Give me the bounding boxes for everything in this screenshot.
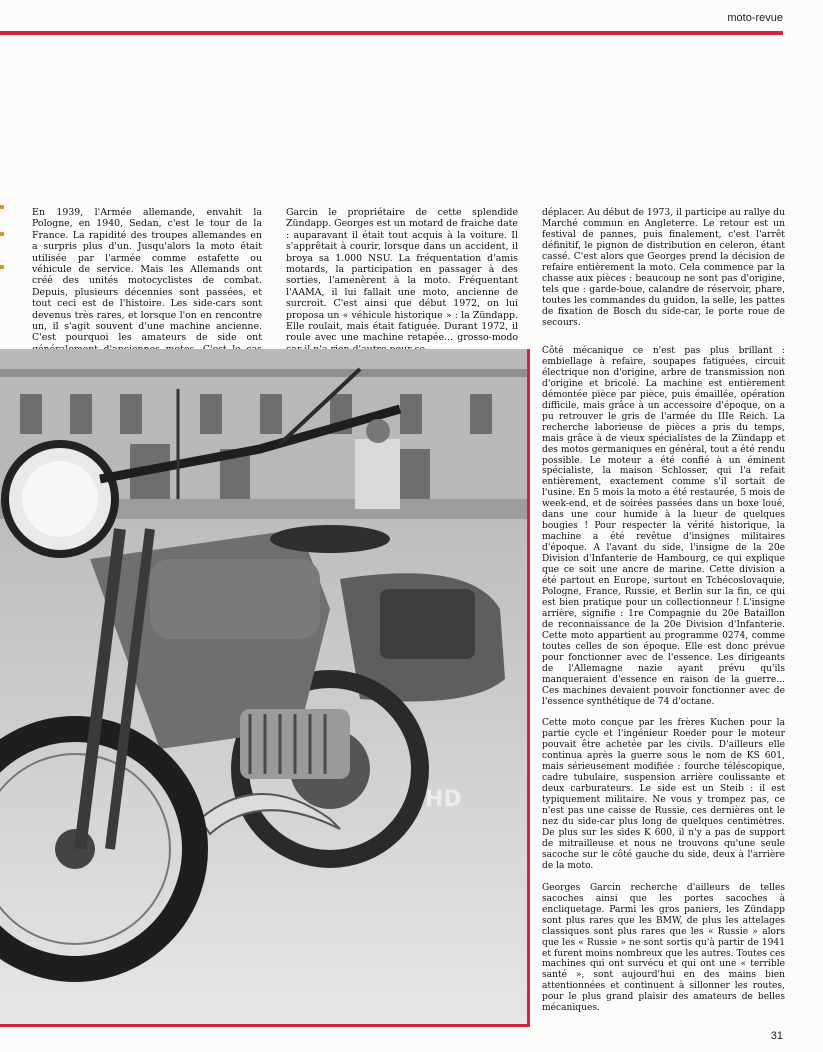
text-column-3 [542, 346, 785, 1025]
margin-mark [0, 232, 4, 236]
text-column-3-top [542, 207, 785, 339]
paragraph: Garcin le propriétaire de cette splendide Zündapp. Georges est un motard de fraiche date : auparavant il était tout acquis à la voiture. Il s'apprêtait à courir, lorsque dans un accident, il broya sa 1.000 NSU. La fréquentation d'amis motards, la participation en passager à des sorties, l'amenèrent à la moto. Fréquentant l'AAMA, il lui fallait une moto, ancienne de surcroit. C'est ainsi que début 1972, on lui proposa un « véhicule historique » : la Zündapp. Elle roulait, mais était fatiguée. Durant 1972, il roule avec une machine retapée... grosso-modo [286, 207, 518, 344]
watermark: HD [425, 787, 462, 812]
motorcycle-photo [0, 349, 530, 1027]
page-number: 31 [770, 1030, 783, 1042]
zundapp-sidecar-illustration [0, 349, 527, 1024]
magazine-name: moto-revue [727, 12, 783, 24]
paragraph: Cette moto conçue par les frères Kuchen pour la partie cycle et l'ingénieur Roeder pour le moteur pouvait être achetée par les civils. D'ailleurs elle continua après la guerre sous le nom de KS 601, mais sérieusement modifiée : fourche téléscopique, cadre tubulaire, suspension arrière coulissante et deux carburateurs. Le side est un Steib : il est typiquement militaire. Ne vous y trompez pas, ce n'est pas une caisse de Russie, ces dernières ont le nez du side-car plus long de quelques centimètres. De plus sur les sides K 600, il n'y a pas de support de mitrailleuse et nous ne trouvons qu'une seule sacoche sur le côté gauche du side, deux à l'arrière de la moto. [542, 718, 785, 871]
text-column-2 [286, 207, 518, 366]
margin-mark [0, 265, 4, 269]
paragraph: En 1939, l'Armée allemande, envahit la Pologne, en 1940, Sedan, c'est le tour de la France. La rapidité des troupes allemandes en a surpris plus d'un. Jusqu'alors la moto était utilisée par l'armée comme estafette ou véhicule de service. Mais les Allemands ont créé des unités motocyclistes de combat. Depuis, plusieurs décennies sont passées, et tout ceci est de l'histoire. Les side-cars sont devenus très rares, et lorsque l'on en rencontre un, il s'agit souvent d'une machine ancienne. C'est pourquoi les amateurs de side ont [32, 207, 262, 344]
header-rule [0, 31, 783, 35]
paragraph: Georges Garcin recherche d'ailleurs de telles sacoches ainsi que les portes sacoches à encliquetage. Parmi les gros paniers, les Zündapp sont plus rares que les BMW, de plus les attelages classiques sont plus rares que les « Russie » alors que les « Russie » ne sont sortis qu'à partir de 1941 et furent moins nombreux que les autres. Toutes ces machines qui ont survécu et qui ont une « terrible santé », sont aujourd'hui en des mains bien attentionnées et continuent à sillonner les routes, pour le plus grand plaisir des amateurs de belles mécaniques. [542, 882, 785, 1014]
paragraph: Côté mécanique ce n'est pas plus brillant : embiellage à refaire, soupapes fatiguées, circuit électrique non d'origine, arbre de transmission non d'origine et bricolé. La machine est entièrement démontée pièce par pièce, puis émaillée, opération difficile, mais grâce à un accessoire d'époque, on a pu retrouver le gris de l'armée du IIIe Reich. La recherche laborieuse de pièces a pris du temps, mais grâce à de vieux spécialistes de la Zündapp et des motos germaniques en général, tout a été rendu possible. Le moteur a été confié à un éminent spécialiste, la maison Schlosser, qui l'a refait entièrement, exactement comme s'il sortait de l'usine. En 5 mois la moto a été restaurée, 5 mois de week-end, et de soirées passées dans un boxe loué, dans une cour humide à la lueur de quelques bougies ! Pour respecter la vérité historique, la machine a été revêtue d'insignes militaires d'époque. A l'avant du side, l'insigne de la 20e Division d'Infanterie de Hambourg, ce qui explique que ce soit une ancre de marine. Cette division a été partout en Europe, surtout en Tchécoslovaquie, Pologne, France, Russie, et Berlin sur la fin, ce qui est bien pratique pour un collectionneur ! L'insigne arrière, signifie : 1re Compagnie du 20e Bataillon de reconnaissance de la 20e Division d'Infanterie. Cette moto appartient au programme 0274, comme toutes celles de son époque. Elle est donc prévue pour fonctionner avec de l'essence. Les dirigeants de l'Allemagne nazie ayant prévu qu'ils manqueraient d'essence en raison de la guerre... Ces machines devaient pouvoir fonctionner avec de l'essence synthétique de 74 d'octane. [542, 346, 785, 707]
margin-mark [0, 205, 4, 209]
paragraph: déplacer. Au début de 1973, il participe au rallye du Marché commun en Angleterre. Le retour est un festival de pannes, puis finalement, c'est l'arrêt définitif, le pignon de distribution en celeron, étant cassé. C'est alors que Georges prend la décision de refaire entièrement la moto. Cela commence par la chasse aux pièces : beaucoup ne sont pas d'origine, tels que : garde-boue, calandre de réservoir, phare, toutes les commandes du guidon, la selle, les pattes de fixation de Bosch du side-car, le porte roue de secours. [542, 207, 785, 328]
